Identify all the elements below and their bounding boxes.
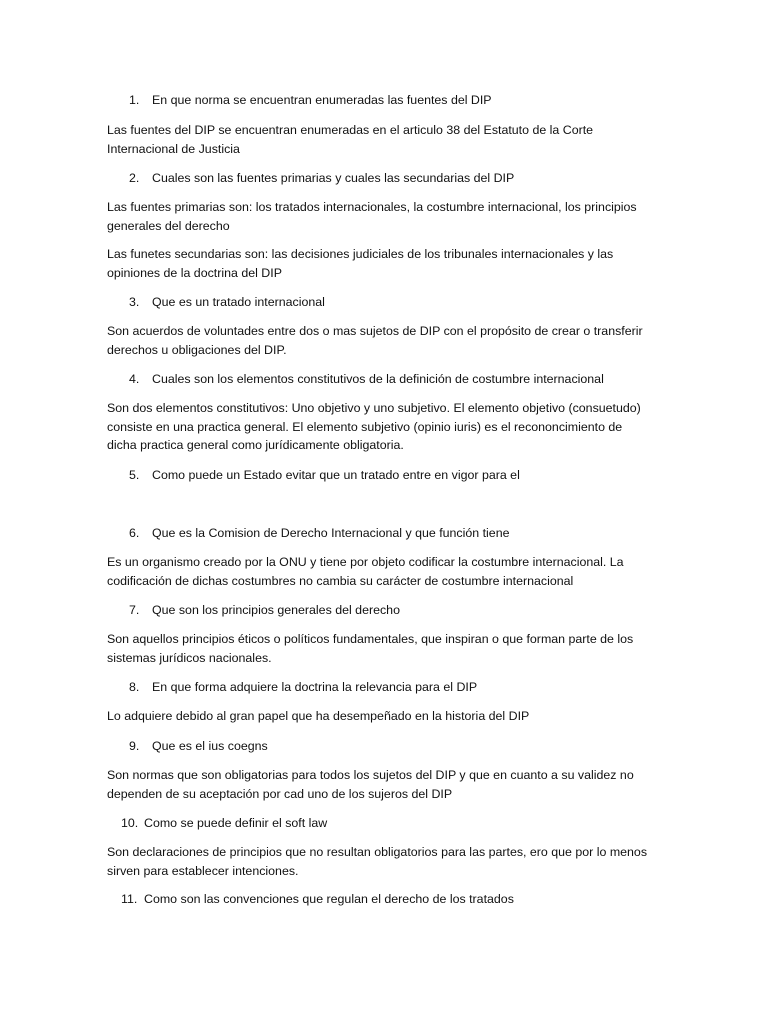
answer-line: dicha practica general como jurídicamente obligatoria. — [107, 438, 404, 452]
answer-line: Las fuentes del DIP se encuentran enumeradas en el articulo 38 del Estatuto de la Corte — [107, 123, 594, 137]
answer-block — [107, 766, 667, 803]
answer-block — [107, 245, 667, 282]
question-item — [129, 524, 509, 543]
question-number: 9. — [129, 739, 140, 753]
answer-block — [107, 630, 667, 667]
question-item — [129, 169, 514, 188]
answer-line: Es un organismo creado por la ONU y tiene por objeto codificar la costumbre internacional. La — [107, 555, 624, 569]
question-text: Que es la Comision de Derecho Internacional y que función tiene — [152, 526, 510, 540]
question-text: Que son los principios generales del derecho — [152, 603, 400, 617]
answer-block — [107, 121, 667, 158]
question-number: 3. — [129, 295, 140, 309]
question-text: Como son las convenciones que regulan el derecho de los tratados — [144, 892, 514, 906]
answer-line: consiste en una practica general. El elemento subjetivo (opinio iuris) es el recononcimiento de — [107, 419, 623, 434]
answer-line: opiniones de la doctrina del DIP — [107, 265, 282, 280]
question-text: Que es un tratado internacional — [152, 295, 325, 309]
question-item — [129, 737, 268, 756]
answer-line: Son aquellos principios éticos o políticos fundamentales, que inspiran o que forman parte de los — [107, 632, 634, 646]
question-number: 2. — [129, 171, 140, 185]
question-item — [129, 601, 400, 620]
answer-line: sirven para establecer intenciones. — [107, 863, 299, 878]
answer-block — [107, 198, 667, 235]
answer-line: Son declaraciones de principios que no resultan obligatorios para las partes, ero que por lo menos — [107, 845, 648, 859]
answer-line: Las fuentes primarias son: los tratados internacionales, la costumbre internacional, los principios — [107, 200, 637, 214]
question-text: En que norma se encuentran enumeradas las fuentes del DIP — [152, 93, 492, 107]
question-text: Como se puede definir el soft law — [144, 816, 328, 830]
answer-line: Las funetes secundarias son: las decisiones judiciales de los tribunales internacionales y las — [107, 247, 614, 261]
question-number: 7. — [129, 603, 140, 617]
answer-block — [107, 322, 667, 359]
question-text: Como puede un Estado evitar que un tratado entre en vigor para el — [152, 468, 520, 482]
answer-line: generales del derecho — [107, 218, 230, 233]
answer-line: Son dos elementos constitutivos: Uno objetivo y uno subjetivo. El elemento objetivo (consuetudo) — [107, 401, 641, 415]
question-text: En que forma adquiere la doctrina la relevancia para el DIP — [152, 680, 478, 694]
question-number: 4. — [129, 372, 140, 386]
answer-line: Lo adquiere debido al gran papel que ha desempeñado en la historia del DIP — [107, 709, 530, 723]
answer-line: Internacional de Justicia — [107, 141, 240, 156]
question-item — [129, 370, 604, 389]
answer-block — [107, 399, 667, 455]
question-number: 10. — [121, 816, 139, 830]
question-number: 6. — [129, 526, 140, 540]
question-item — [129, 466, 520, 485]
question-item — [121, 814, 328, 833]
answer-block — [107, 707, 667, 726]
question-text: Cuales son los elementos constitutivos de la definición de costumbre internacional — [152, 372, 604, 386]
answer-line: Son normas que son obligatorias para todos los sujetos del DIP y que en cuanto a su validez no — [107, 768, 634, 782]
answer-line: codificación de dichas costumbres no cambia su carácter de costumbre internacional — [107, 573, 574, 588]
question-text: Que es el ius coegns — [152, 739, 268, 753]
question-number: 1. — [129, 93, 140, 107]
answer-block — [107, 843, 667, 880]
answer-line: sistemas jurídicos nacionales. — [107, 650, 272, 665]
question-item — [129, 678, 477, 697]
answer-line: Son acuerdos de voluntades entre dos o mas sujetos de DIP con el propósito de crear o transferir — [107, 324, 643, 338]
question-number: 8. — [129, 680, 140, 694]
answer-line: derechos u obligaciones del DIP. — [107, 342, 287, 357]
answer-line: dependen de su aceptación por cad uno de los sujeros del DIP — [107, 786, 453, 801]
question-number: 5. — [129, 468, 140, 482]
question-text: Cuales son las fuentes primarias y cuales las secundarias del DIP — [152, 171, 515, 185]
question-item — [129, 293, 325, 312]
question-item — [121, 890, 514, 909]
answer-block — [107, 553, 667, 590]
question-item — [129, 91, 492, 110]
question-number: 11. — [121, 892, 138, 906]
